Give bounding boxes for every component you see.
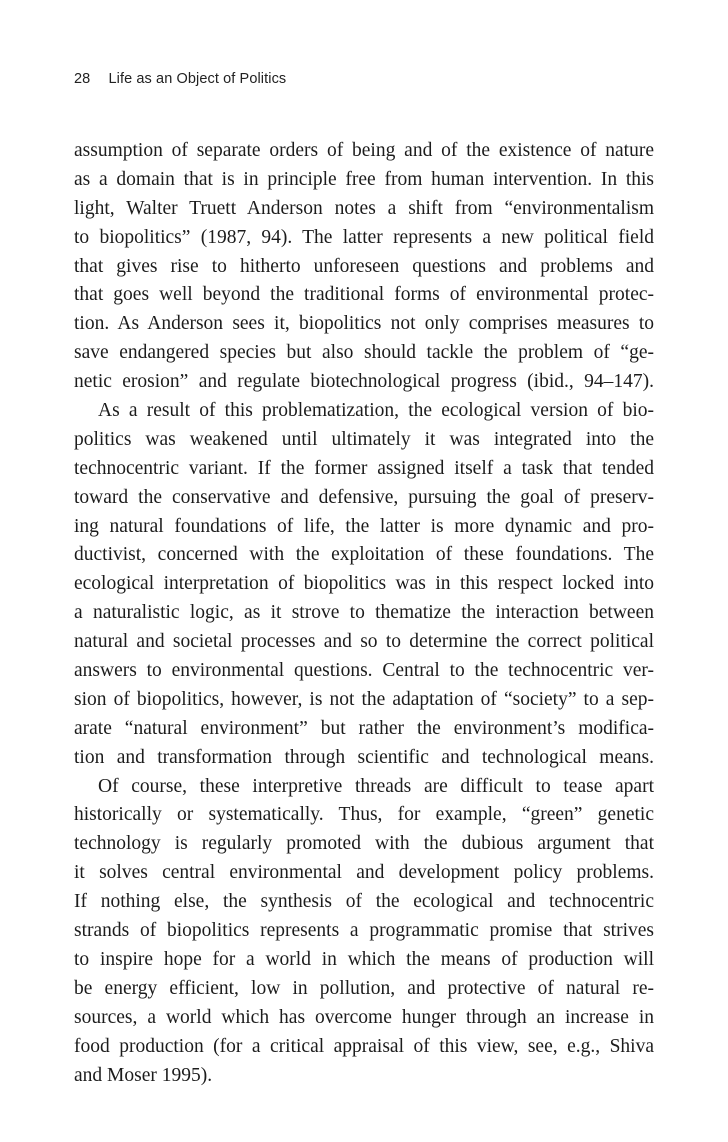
text-line: it solves central environmental and development policy problems. [74, 862, 654, 884]
text-line: Of course, these interpretive threads are difficult to tease apart [98, 775, 654, 797]
text-line: strands of biopolitics represents a programmatic promise that strives [74, 920, 654, 942]
running-head-title: Life as an Object of Politics [108, 71, 287, 87]
paragraph [74, 773, 654, 1091]
text-line: If nothing else, the synthesis of the ecological and technocentric [74, 891, 654, 913]
text-line: historically or systematically. Thus, for example, “green” genetic [74, 804, 654, 826]
text-line: to inspire hope for a world in which the means of production will [74, 948, 654, 970]
page-number: 28 [74, 71, 91, 87]
text-line: natural and societal processes and so to determine the correct political [74, 631, 654, 653]
text-line: save endangered species but also should tackle the problem of “ge- [74, 342, 654, 364]
paragraph [74, 137, 654, 397]
text-line: tion. As Anderson sees it, biopolitics not only comprises measures to [74, 313, 654, 335]
text-line: a naturalistic logic, as it strove to thematize the interaction between [74, 602, 654, 624]
text-line: to biopolitics” (1987, 94). The latter represents a new political field [74, 226, 654, 248]
text-line: answers to environmental questions. Central to the technocentric ver- [74, 660, 654, 682]
body-text [74, 137, 654, 1090]
text-line: technology is regularly promoted with the dubious argument that [74, 833, 654, 855]
text-line: ecological interpretation of biopolitics was in this respect locked into [74, 573, 654, 595]
text-line: assumption of separate orders of being and of the existence of nature [74, 140, 654, 161]
text-line: that gives rise to hitherto unforeseen questions and problems and [74, 255, 654, 277]
text-line: politics was weakened until ultimately it was integrated into the [74, 428, 654, 450]
text-line: technocentric variant. If the former assigned itself a task that tended [74, 457, 654, 479]
text-line: ductivist, concerned with the exploitation of these foundations. The [74, 544, 654, 566]
text-line: as a domain that is in principle free from human intervention. In this [74, 168, 654, 190]
text-line: sources, a world which has overcome hunger through an increase in [74, 1006, 654, 1028]
text-line: arate “natural environment” but rather the environment’s modifica- [74, 717, 654, 739]
text-line: food production (for a critical appraisal of this view, see, e.g., Shiva [74, 1035, 654, 1057]
paragraph [74, 397, 654, 773]
text-line: sion of biopolitics, however, is not the adaptation of “society” to a sep- [74, 688, 654, 710]
text-line: be energy efficient, low in pollution, and protective of natural re- [74, 977, 654, 999]
text-line: As a result of this problematization, the ecological version of bio- [98, 400, 654, 422]
text-line: ing natural foundations of life, the latter is more dynamic and pro- [74, 515, 654, 537]
text-line: and Moser 1995). [74, 1064, 213, 1086]
text-line: tion and transformation through scientific and technological means. [74, 746, 654, 768]
text-line: that goes well beyond the traditional forms of environmental protec- [74, 284, 654, 306]
text-line: toward the conservative and defensive, pursuing the goal of preserv- [74, 486, 654, 508]
text-line: light, Walter Truett Anderson notes a shift from “environmentalism [74, 197, 654, 219]
text-line: netic erosion” and regulate biotechnological progress (ibid., 94–147). [74, 371, 654, 393]
running-head [74, 71, 286, 87]
